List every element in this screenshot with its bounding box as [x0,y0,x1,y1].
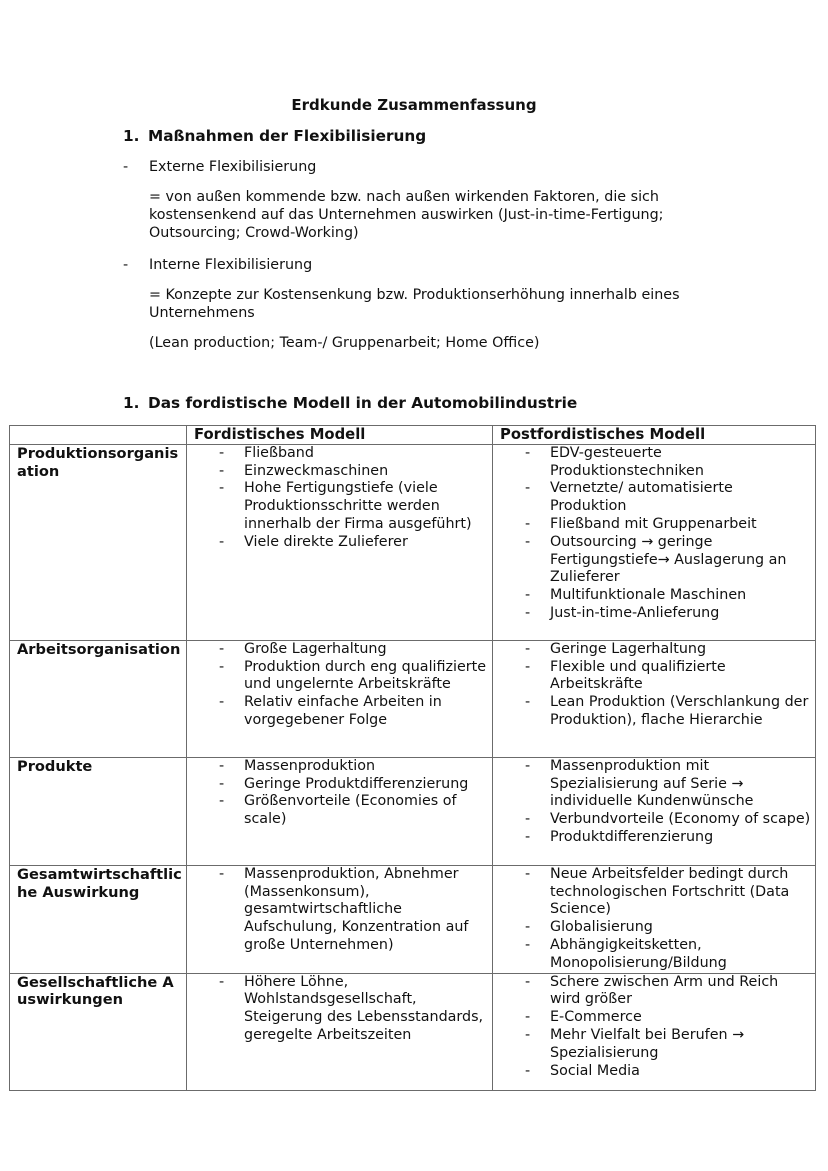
list-item [493,605,815,623]
list-item [187,974,492,1045]
row-label: Produktionsorganisation [10,444,187,640]
cell-postfordistisch [493,865,816,973]
section-heading-flexibilisierung [123,128,426,146]
bullet-dash: - [219,757,225,774]
list-item [493,445,815,481]
cell-postfordistisch [493,757,816,865]
bullet-list [187,974,492,1045]
bullet-dash: - [525,757,531,774]
bullet-list [493,445,815,623]
bullet-dash: - [525,828,531,845]
bullet-dash: - [219,444,225,461]
section-heading-text: Maßnahmen der Flexibilisierung [148,127,427,145]
list-item-text: Einzweckmaschinen [244,462,389,479]
list-item-label: Interne Flexibilisierung [149,257,313,273]
table-row [10,640,816,757]
bullet-dash: - [525,1062,531,1079]
list-item-label: Externe Flexibilisierung [149,159,317,175]
bullet-dash: - [525,587,531,604]
list-item-text: Neue Arbeitsfelder bedingt durch technologischen Fortschritt (Data Science) [550,865,790,918]
list-item [493,534,815,587]
list-item [493,587,815,605]
bullet-dash: - [525,444,531,461]
list-item [187,694,492,730]
header-postfordistisch: Postfordistisches Modell [493,426,816,445]
list-item [187,463,492,481]
cell-postfordistisch [493,444,816,640]
table-row [10,757,816,865]
list-item-text: Höhere Löhne, Wohlstandsgesellschaft, Steigerung des Lebensstandards, geregelte Arbeitszeiten [244,973,484,1043]
bullet-dash: - [525,811,531,828]
bullet-dash: - [525,515,531,532]
bullet-dash: - [525,694,531,711]
cell-postfordistisch [493,973,816,1090]
bullet-dash: - [219,640,225,657]
comparison-table [9,425,816,1091]
bullet-dash: - [525,1009,531,1026]
bullet-dash: - [219,658,225,675]
table-header-row [10,426,816,445]
bullet-dash: - [525,640,531,657]
list-item [187,445,492,463]
list-item-text: Hohe Fertigungstiefe (viele Produktionsschritte werden innerhalb der Firma ausgeführt) [244,480,472,532]
bullet-dash: - [525,973,531,990]
bullet-dash: - [219,973,225,990]
header-empty [10,426,187,445]
bullet-list [187,866,492,955]
row-label: Gesamtwirtschaftliche Auswirkung [10,865,187,973]
list-item-text: Globalisierung [550,919,653,936]
list-item-interne [123,257,312,275]
bullet-list [187,641,492,730]
cell-fordistisch [187,640,493,757]
list-item [187,758,492,776]
list-item [187,866,492,955]
table-row [10,444,816,640]
list-item-text: Massenproduktion mit Spezialisierung auf Serie → individuelle Kundenwünsche [550,757,754,810]
list-item-externe [123,159,316,177]
bullet-dash: - [123,257,129,273]
section-number: 1. [123,394,140,412]
list-item-text: Just-in-time-Anlieferung [550,604,720,621]
definition-interne: = Konzepte zur Kostensenkung bzw. Produktionserhöhung innerhalb eines Unternehmens [149,287,680,321]
bullet-dash: - [219,480,225,497]
cell-fordistisch [187,757,493,865]
list-item-text: Massenproduktion, Abnehmer (Massenkonsum), gesamtwirtschaftliche Aufschulung, Konzentration auf große Unternehmen) [244,865,469,953]
list-item [493,1027,815,1063]
list-item-text: Größenvorteile (Economies of scale) [244,793,457,828]
list-item [187,534,492,552]
list-item [493,641,815,659]
header-fordistisch: Fordistisches Modell [187,426,493,445]
bullet-list [493,866,815,973]
row-label: Gesellschaftliche Auswirkungen [10,973,187,1090]
list-item [493,516,815,534]
list-item-text: Relativ einfache Arbeiten in vorgegebener Folge [244,694,442,728]
bullet-list [493,974,815,1081]
list-item-text: Schere zwischen Arm und Reich wird größer [550,973,779,1008]
examples-interne: (Lean production; Team-/ Gruppenarbeit; Home Office) [149,335,540,351]
list-item [493,694,815,730]
list-item-text: Produktdifferenzierung [550,828,714,845]
list-item-text: Social Media [550,1062,640,1079]
list-item-text: Massenproduktion [244,757,376,774]
cell-fordistisch [187,865,493,973]
list-item-text: Viele direkte Zulieferer [244,533,408,550]
list-item-text: Outsourcing → geringe Fertigungstiefe→ Auslagerung an Zulieferer [550,533,787,586]
list-item [187,793,492,829]
list-item [493,811,815,829]
list-item [493,829,815,847]
list-item-text: Abhängigkeitsketten, Monopolisierung/Bildung [550,936,727,971]
list-item [493,1063,815,1081]
list-item-text: Verbundvorteile (Economy of scape) [550,811,811,828]
bullet-dash: - [219,793,225,810]
list-item-text: Fließband mit Gruppenarbeit [550,515,757,532]
bullet-dash: - [525,865,531,882]
list-item-text: Mehr Vielfalt bei Berufen → Spezialisierung [550,1026,745,1061]
bullet-dash: - [219,533,225,550]
list-item [493,659,815,695]
section-heading-text: Das fordistische Modell in der Automobilindustrie [148,394,578,412]
bullet-dash: - [525,919,531,936]
bullet-list [187,445,492,552]
cell-fordistisch [187,973,493,1090]
row-label: Produkte [10,757,187,865]
list-item [493,758,815,811]
bullet-dash: - [525,1026,531,1043]
bullet-list [493,758,815,847]
bullet-dash: - [525,533,531,550]
list-item-text: E-Commerce [550,1009,642,1026]
list-item [187,776,492,794]
bullet-dash: - [525,480,531,497]
list-item [493,1009,815,1027]
bullet-dash: - [525,658,531,675]
list-item-text: Geringe Produktdifferenzierung [244,775,469,792]
list-item [493,866,815,919]
list-item-text: Große Lagerhaltung [244,640,387,657]
section-number: 1. [123,127,140,145]
list-item [187,641,492,659]
list-item-text: Multifunktionale Maschinen [550,587,747,604]
list-item [493,480,815,516]
bullet-dash: - [525,604,531,621]
list-item-text: Fließband [244,444,314,461]
section-heading-fordismus [123,395,577,413]
cell-fordistisch [187,444,493,640]
list-item-text: Flexible und qualifizierte Arbeitskräfte [550,658,726,693]
bullet-dash: - [219,694,225,711]
bullet-dash: - [219,865,225,882]
list-item-text: Geringe Lagerhaltung [550,640,707,657]
table-row [10,973,816,1090]
bullet-dash: - [219,775,225,792]
table-row [10,865,816,973]
list-item-text: Lean Produktion (Verschlankung der Produktion), flache Hierarchie [550,694,809,728]
bullet-dash: - [525,936,531,953]
row-label: Arbeitsorganisation [10,640,187,757]
bullet-dash: - [123,159,129,175]
list-item [493,937,815,973]
list-item-text: Vernetzte/ automatisierte Produktion [550,480,733,515]
cell-postfordistisch [493,640,816,757]
list-item-text: Produktion durch eng qualifizierte und ungelernte Arbeitskräfte [244,658,487,693]
list-item [493,974,815,1010]
list-item [187,659,492,695]
definition-externe: = von außen kommende bzw. nach außen wirkenden Faktoren, die sich kostensenkend auf das Unternehmen auswirken (Just-in-time-Fertigung; Outsourcing; Crowd-Working) [149,189,664,241]
list-item [187,480,492,533]
bullet-list [493,641,815,730]
document-title: Erdkunde Zusammenfassung [291,96,537,114]
bullet-dash: - [219,462,225,479]
bullet-list [187,758,492,829]
list-item-text: EDV-gesteuerte Produktionstechniken [550,444,704,479]
list-item [493,919,815,937]
